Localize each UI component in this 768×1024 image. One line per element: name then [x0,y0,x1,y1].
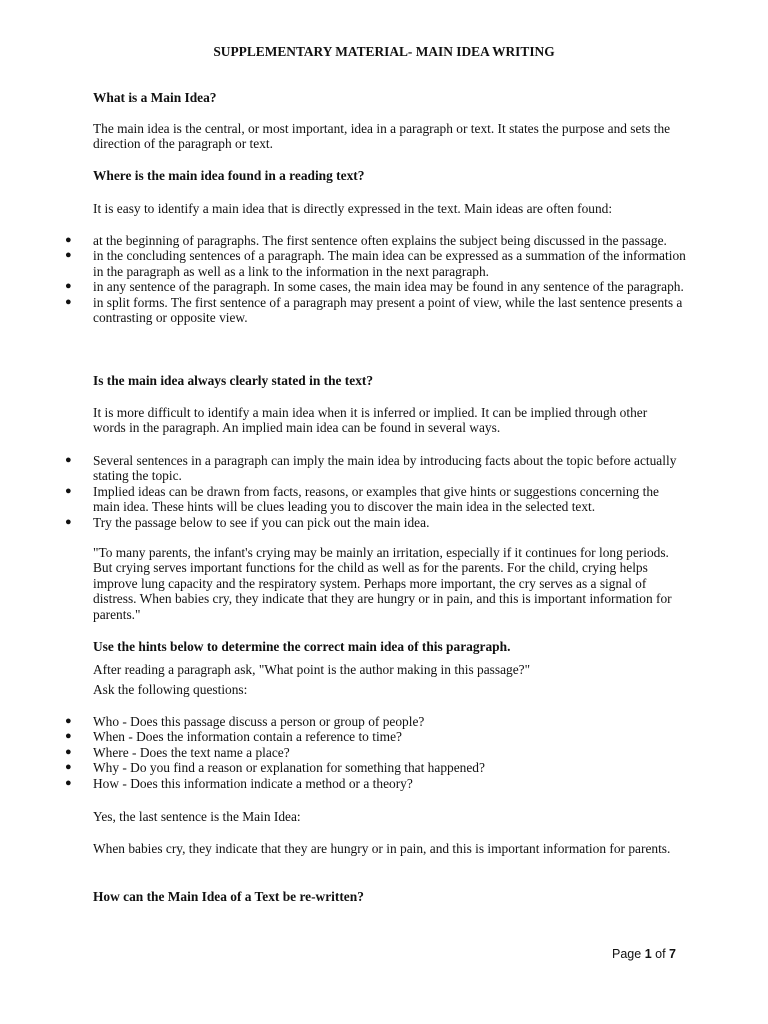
list-item-text: in the concluding sentences of a paragraph. The main idea can be expressed as a summation of the information in the paragraph as well as a link to the information in the next paragraph. [93,248,686,279]
list-item-text: How - Does this information indicate a method or a theory? [93,775,413,791]
list-item [65,760,688,776]
heading-clearly-stated: Is the main idea always clearly stated in the text? [93,373,374,388]
bullet-icon: ● [65,295,72,308]
list-item [65,248,688,279]
list-item [65,775,688,791]
paragraph-after-reading: After reading a paragraph ask, "What point is the author making in this passage?" [93,662,531,677]
paragraph-answer: Yes, the last sentence is the Main Idea: [93,809,301,824]
list-item [65,453,688,484]
heading-what-is-main-idea: What is a Main Idea? [93,90,217,105]
list-item [65,233,688,248]
bullet-icon: ● [65,454,72,466]
document-title: SUPPLEMENTARY MATERIAL- MAIN IDEA WRITING [213,44,555,59]
list-item-text: Try the passage below to see if you can pick out the main idea. [93,514,430,530]
bullet-icon: ● [65,730,72,743]
quoted-passage: "To many parents, the infant's crying may be mainly an irritation, especially if it continues for long periods. But crying serves important functions for the child as well as for the parents. For the child, crying helps improve lung capacity and the respiratory system. Perhaps more important, the cry serves as a signal of distress. When babies cry, they indicate that they are hungry or in pain, and this is important information for parents." [93,545,672,622]
list-item-text: in split forms. The first sentence of a paragraph may present a point of view, while the last sentence presents a contrasting or opposite view. [93,294,683,326]
list-item-text: Where - Does the text name a place? [93,744,290,760]
heading-rewrite: How can the Main Idea of a Text be re-written? [93,889,364,904]
bullet-icon: ● [65,715,72,727]
bullet-icon: ● [65,776,72,789]
bullet-list-locations [65,233,688,326]
list-item-text: Implied ideas can be drawn from facts, reasons, or examples that give hints or suggestions concerning the main idea. These hints will be clues leading you to discover the main idea in the selected text. [93,483,659,515]
list-item [65,483,688,515]
list-item-text: When - Does the information contain a reference to time? [93,729,402,745]
list-item-text: Who - Does this passage discuss a person or group of people? [93,714,425,729]
bullet-icon: ● [65,745,72,758]
paragraph-main-idea-answer: When babies cry, they indicate that they are hungry or in pain, and this is important information for parents. [93,841,671,856]
bullet-icon: ● [65,234,72,246]
paragraph-definition: The main idea is the central, or most important, idea in a paragraph or text. It states the purpose and sets the direction of the paragraph or text. [93,121,671,152]
bullet-list-implied-ways [65,453,688,530]
page-number [612,947,676,962]
list-item [65,714,688,729]
bullet-icon: ● [65,515,72,528]
bullet-icon: ● [65,249,72,262]
list-item [65,514,688,530]
page-total: 7 [669,947,676,961]
paragraph-ask-questions: Ask the following questions: [93,682,248,697]
bullet-icon: ● [65,761,72,774]
list-item-text: in any sentence of the paragraph. In some cases, the main idea may be found in any sentence of the paragraph. [93,279,684,295]
list-item-text: Several sentences in a paragraph can imply the main idea by introducing facts about the topic before actually stating the topic. [93,453,677,484]
list-item [65,729,688,745]
list-item-text: at the beginning of paragraphs. The first sentence often explains the subject being discussed in the passage. [93,233,667,248]
page-current: 1 [644,947,652,961]
paragraph-implied: It is more difficult to identify a main idea when it is inferred or implied. It can be implied through other words in the paragraph. An implied main idea can be found in several ways. [93,405,648,436]
heading-where-found: Where is the main idea found in a reading text? [93,168,365,183]
heading-use-hints: Use the hints below to determine the correct main idea of this paragraph. [93,639,511,654]
paragraph-directly-expressed: It is easy to identify a main idea that is directly expressed in the text. Main ideas are often found: [93,201,613,216]
bullet-list-questions [65,714,688,791]
list-item [65,294,688,326]
of-word: of [655,947,666,961]
bullet-icon: ● [65,280,72,293]
list-item-text: Why - Do you find a reason or explanation for something that happened? [93,760,485,776]
list-item [65,744,688,760]
list-item [65,279,688,295]
bullet-icon: ● [65,484,72,497]
page-word: Page [612,947,642,961]
